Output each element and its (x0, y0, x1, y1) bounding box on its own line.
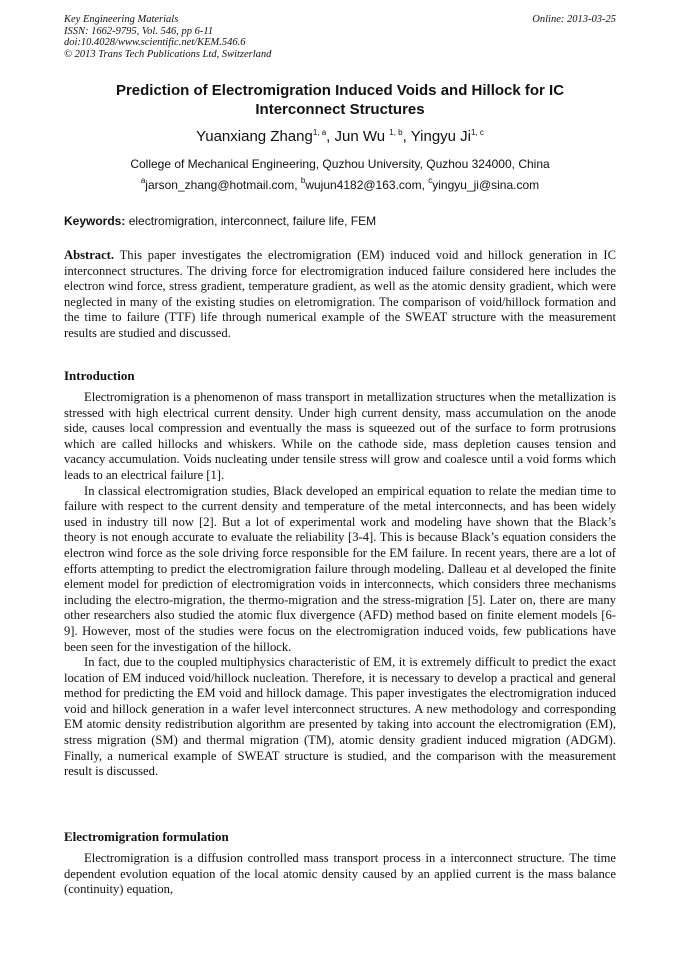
abstract-text: This paper investigates the electromigration (EM) induced void and hillock generation in IC interconnect structures. The driving force for electromigration induced failure considered here includes the electron wind force, stress gradient, temperature gradient, as well as the atomic density gradient, which were neglected in many of the existing studies on eletromigration. The comparison of void/hillock formation and the time to failure (TTF) life through numerical example of the SWEAT structure with the measurement results are studied and discussed. (64, 248, 616, 340)
doi-line: doi:10.4028/www.scientific.net/KEM.546.6 (64, 37, 246, 48)
issn-line: ISSN: 1662-9795, Vol. 546, pp 6-11 (64, 25, 214, 37)
paper-title (64, 81, 616, 119)
body-paragraph: In fact, due to the coupled multiphysics characteristic of EM, it is extremely difficult to predict the exact location of EM induced void/hillock nucleation. Therefore, it is necessary to develop a practical and general method for predicting the EM void and hillock damage. This paper investigates the electromigration induced void and hillock generation in a wafer level interconnect structures. A new methodology and corresponding EM atomic density redistribution algorithm are presented by taking into account the electromigration (EM), stress migration (SM) and thermal migration (TM), atomic density gradient induced migration (ADGM). Finally, a numerical example of SWEAT structure is studied, and the comparison with the measurement result is discussed. (64, 655, 616, 779)
email-separator: , (421, 178, 429, 192)
online-date: Online: 2013-03-25 (532, 14, 616, 25)
email-mark: b (300, 176, 306, 185)
abstract-paragraph (64, 248, 616, 342)
author-list (64, 127, 616, 147)
author-name: Jun Wu (334, 128, 386, 145)
email-address: wujun4182@163.com (305, 178, 422, 192)
section-heading: Electromigration formulation (64, 829, 229, 844)
email-separator: , (294, 178, 301, 192)
introduction-section (64, 368, 616, 780)
copyright-line: © 2013 Trans Tech Publications Ltd, Switzerland (64, 48, 272, 60)
email-mark: c (428, 176, 433, 185)
title-line-2: Interconnect Structures (255, 101, 425, 118)
email-address: yingyu_ji@sina.com (432, 178, 540, 192)
keywords (64, 213, 616, 229)
author-separator: , (402, 128, 411, 145)
author-name: Yingyu Ji (410, 128, 472, 145)
email-mark: a (140, 176, 146, 185)
abstract (64, 248, 616, 342)
formulation-section (64, 829, 616, 898)
journal-name: Key Engineering Materials (64, 14, 179, 25)
author-separator: , (326, 128, 335, 145)
author-affiliation-mark: 1, a (312, 128, 327, 137)
affiliation: College of Mechanical Engineering, Quzhou University, Quzhou 324000, China (130, 157, 550, 171)
author-affiliation-mark: 1, c (471, 128, 484, 137)
author-affiliation-mark: 1, b (389, 128, 403, 137)
email-list (64, 177, 616, 193)
abstract-label: Abstract. (64, 248, 115, 262)
title-line-1: Prediction of Electromigration Induced Voids and Hillock for IC (115, 82, 565, 99)
body-paragraph: Electromigration is a phenomenon of mass transport in metallization structures when the metallization is stressed with high electrical current density. Under high current density, mass accumulation on the anode side, causes local compression and eventually the mass is squeezed out of the surface to form protrusions which are called hillocks and whiskers. While on the cathode side, mass depletion causes tension and vacancy accumulation. Voids nucleating under tensile stress will grow and coalesce until a void forms which leads to an electrical failure [1]. (64, 390, 616, 482)
keywords-label: Keywords: (64, 214, 126, 228)
section-heading: Introduction (64, 368, 135, 383)
email-address: jarson_zhang@hotmail.com (145, 178, 295, 192)
body-paragraph: Electromigration is a diffusion controlled mass transport process in a interconnect structure. The time dependent evolution equation of the local atomic density caused by an applied current is the mass balance (continuity) equation, (64, 851, 616, 897)
body-paragraph: In classical electromigration studies, Black developed an empirical equation to relate the median time to failure with respect to the current density and temperature of the metal interconnects, and has been widely used in industry till now [2]. But a lot of experimental work and modeling have shown that the Black’s theory is not enough accurate to evaluate the reliability [3-4]. This is because Black’s equation considers the electron wind force as the sole driving force responsible for the EM failure. In recent years, there are a lot of efforts attempting to predict the electromigration failure through modeling. Dalleau et al developed the finite element model for prediction of electromigration voids in interconnects, which considers three mechanisms including the electro-migration, the thermo-migration and the stress-migration [5]. Later on, there are many other researchers also studied the atomic flux divergence (AFD) method based on finite element models [6-9]. However, most of the studies were focus on the electromigration induced voids, few publications have been seen for the investigation of the hillock. (64, 483, 616, 654)
author-name: Yuanxiang Zhang (196, 128, 313, 145)
keywords-text: electromigration, interconnect, failure life, FEM (128, 214, 377, 228)
journal-header (64, 14, 616, 60)
